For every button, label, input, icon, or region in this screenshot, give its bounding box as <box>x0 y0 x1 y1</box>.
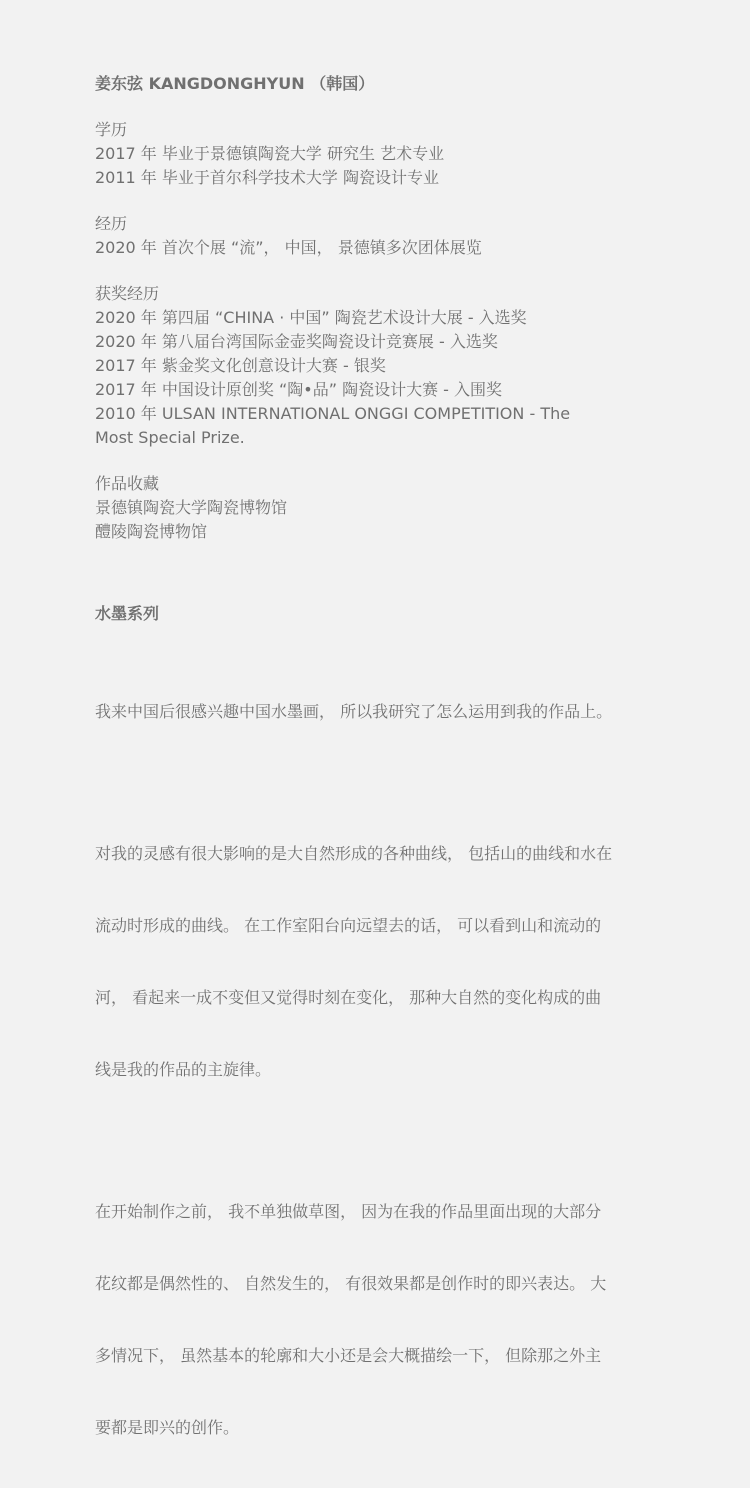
paragraph-line: 流动时形成的曲线。 在工作室阳台向远望去的话， 可以看到山和流动的 <box>95 916 602 935</box>
award-item: 2020 年 第八届台湾国际金壶奖陶瓷设计竞赛展 - 入选奖 <box>95 332 498 351</box>
paragraph-line: 我来中国后很感兴趣中国水墨画， 所以我研究了怎么运用到我的作品上。 <box>95 702 613 721</box>
education-item: 2017 年 毕业于景德镇陶瓷大学 研究生 艺术专业 <box>95 144 445 163</box>
series-title: 水墨系列 <box>95 604 160 623</box>
collection-item: 醴陵陶瓷博物馆 <box>95 522 208 541</box>
awards-title: 获奖经历 <box>95 284 160 303</box>
award-item: Most Special Prize. <box>95 428 245 447</box>
series-paragraph <box>95 1152 660 1488</box>
series-paragraph <box>95 794 660 1130</box>
paragraph-line: 要都是即兴的创作。 <box>95 1418 240 1437</box>
document-page <box>95 72 660 1488</box>
award-item: 2017 年 中国设计原创奖 “陶•品” 陶瓷设计大赛 - 入围奖 <box>95 380 503 399</box>
paragraph-line: 花纹都是偶然性的、 自然发生的， 有很效果都是创作时的即兴表达。 大 <box>95 1274 607 1293</box>
award-item: 2010 年 ULSAN INTERNATIONAL ONGGI COMPETITION - The <box>95 404 571 423</box>
artist-name: 姜东弦 KANGDONGHYUN （韩国） <box>95 74 375 93</box>
award-item: 2017 年 紫金奖文化创意设计大赛 - 银奖 <box>95 356 386 375</box>
education-title: 学历 <box>95 120 128 139</box>
education-item: 2011 年 毕业于首尔科学技术大学 陶瓷设计专业 <box>95 168 439 187</box>
experience-item: 2020 年 首次个展 “流”， 中国， 景德镇多次团体展览 <box>95 238 482 257</box>
education-section <box>95 118 660 190</box>
paragraph-line: 河， 看起来一成不变但又觉得时刻在变化， 那种大自然的变化构成的曲 <box>95 988 602 1007</box>
awards-section <box>95 282 660 450</box>
paragraph-line: 对我的灵感有很大影响的是大自然形成的各种曲线， 包括山的曲线和水在 <box>95 844 613 863</box>
paragraph-line: 线是我的作品的主旋律。 <box>95 1060 272 1079</box>
series-paragraph <box>95 652 660 772</box>
paragraph-line: 在开始制作之前， 我不单独做草图， 因为在我的作品里面出现的大部分 <box>95 1202 602 1221</box>
collections-title: 作品收藏 <box>95 474 160 493</box>
collection-item: 景德镇陶瓷大学陶瓷博物馆 <box>95 498 288 517</box>
paragraph-line: 多情况下， 虽然基本的轮廓和大小还是会大概描绘一下， 但除那之外主 <box>95 1346 602 1365</box>
experience-section <box>95 212 660 260</box>
award-item: 2020 年 第四届 “CHINA · 中国” 陶瓷艺术设计大展 - 入选奖 <box>95 308 527 327</box>
experience-title: 经历 <box>95 214 128 233</box>
collections-section <box>95 472 660 544</box>
